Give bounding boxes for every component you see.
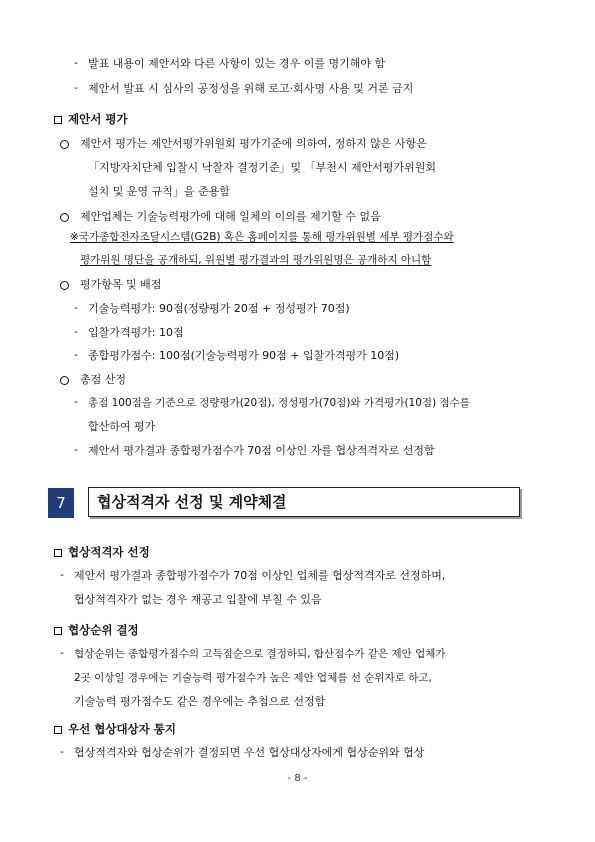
eval-note-line2: 평가위원 명단을 공개하되, 위원별 평가결과의 평가위원명은 공개하지 아니함: [80, 254, 432, 266]
eval-note-line1: ※국가종합전자조달시스템(G2B) 혹은 홈페이지를 통해 평가위원별 세부 평가점수와: [70, 231, 454, 243]
dash-marker: -: [74, 56, 78, 69]
section-title: 협상적격자 선정 및 계약체결: [88, 487, 520, 517]
s3-line1: 협상적격자와 협상순위가 결정되면 우선 협상대상자에게 협상순위와 협상: [74, 746, 425, 759]
square-bullet-icon: [54, 549, 62, 557]
s1-heading: 협상적격자 선정: [68, 545, 150, 559]
circle-bullet-icon: [60, 140, 69, 149]
eval-c3-item1: 기술능력평가: 90점(정량평가 20점 + 정성평가 70점): [88, 302, 350, 315]
dash-marker: -: [74, 395, 78, 408]
s2-heading: 협상순위 결정: [68, 623, 139, 637]
square-bullet-icon: [54, 116, 62, 124]
eval-c3-item2: 입찰가격평가: 10점: [88, 326, 184, 339]
eval-heading: 제안서 평가: [68, 112, 128, 126]
eval-c2: 제안업체는 기술능력평가에 대해 일체의 이의를 제기할 수 없음: [80, 210, 381, 223]
square-bullet-icon: [54, 627, 62, 635]
dash-marker: -: [60, 646, 64, 659]
eval-c4-item1-line1: 총점 100점을 기준으로 정량평가(20점), 정성평가(70점)와 가격평가(10점) 점수를: [88, 397, 470, 409]
dash-marker: -: [74, 443, 78, 456]
eval-c1-line2: 「지방자치단체 입찰시 낙찰자 결정기준」및 「부천시 제안서평가위원회: [88, 161, 437, 174]
s3-heading: 우선 협상대상자 통지: [68, 722, 176, 736]
s2-line2: 2곳 이상일 경우에는 기술능력 평가점수가 높은 제안 업체를 선 순위자로 하고,: [74, 672, 432, 684]
circle-bullet-icon: [60, 281, 69, 290]
square-bullet-icon: [54, 726, 62, 734]
dash-marker: -: [74, 81, 78, 94]
s1-line1: 제안서 평가결과 종합평가점수가 70점 이상인 업체를 협상적격자로 선정하며,: [74, 569, 446, 582]
eval-c3: 평가항목 및 배점: [80, 278, 162, 291]
eval-c3-item3: 종합평가점수: 100점(기술능력평가 90점 + 입찰가격평가 10점): [88, 349, 400, 362]
eval-c4-item1-line2: 합산하여 평가: [88, 420, 156, 433]
dash-marker: -: [60, 745, 64, 758]
s2-line1: 협상순위는 종합평가점수의 고득점순으로 결정하되, 합산점수가 같은 제안 업체가: [74, 648, 446, 660]
section-number: 7: [48, 488, 74, 518]
eval-c1-line3: 설치 및 운영 규칙」을 준용함: [88, 185, 230, 198]
page-number: - 8 -: [287, 773, 308, 784]
circle-bullet-icon: [60, 213, 69, 222]
dash-marker: -: [74, 325, 78, 338]
dash-marker: -: [74, 301, 78, 314]
dash-marker: -: [74, 348, 78, 361]
s2-line3: 기술능력 평가점수도 같은 경우에는 추첨으로 선정함: [74, 695, 326, 708]
eval-c4: 총점 산정: [80, 373, 127, 386]
top-item-1: 발표 내용이 제안서와 다른 사항이 있는 경우 이를 명기해야 함: [88, 57, 386, 70]
circle-bullet-icon: [60, 376, 69, 385]
eval-c1-line1: 제안서 평가는 제안서평가위원회 평가기준에 의하여, 정하지 않은 사항은: [80, 137, 427, 150]
s1-line2: 협상적격자가 없는 경우 재공고 입찰에 부칠 수 있음: [74, 593, 322, 606]
eval-c4-item2: 제안서 평가결과 종합평가점수가 70점 이상인 자를 협상적격자로 선정함: [88, 444, 435, 457]
top-item-2: 제안서 발표 시 심사의 공정성을 위해 로고·회사명 사용 및 거론 금지: [88, 82, 414, 95]
dash-marker: -: [60, 568, 64, 581]
